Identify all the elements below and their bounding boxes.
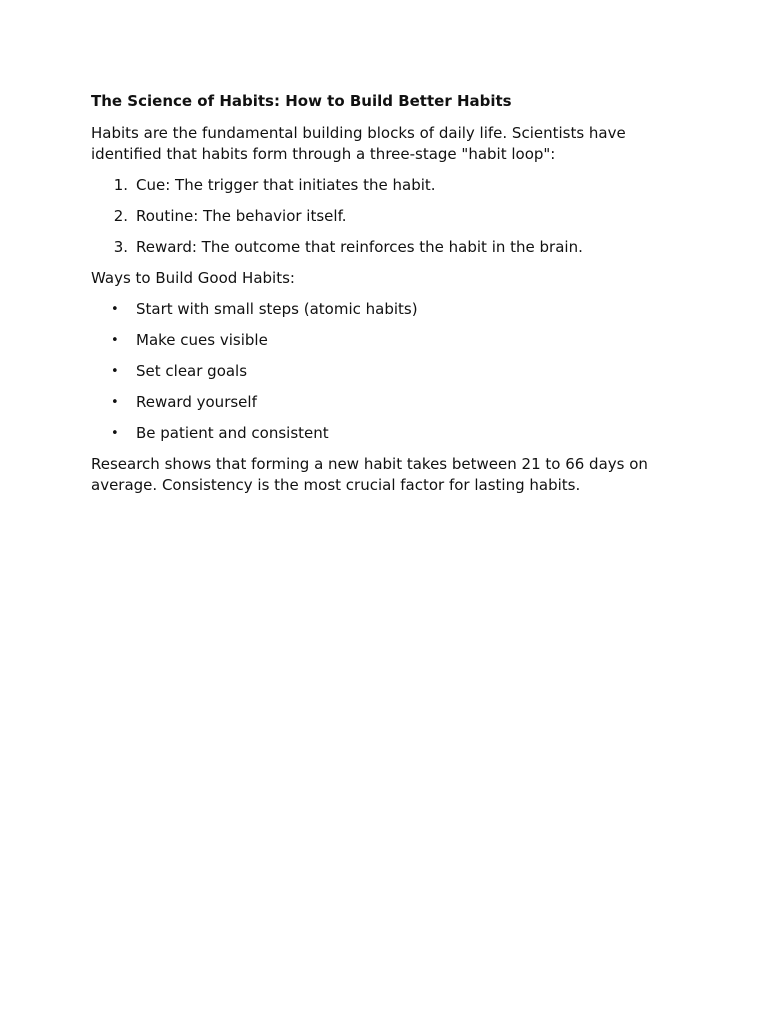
list-item [91,175,681,196]
list-item-text: Set clear goals [136,362,248,380]
document-title: The Science of Habits: How to Build Better Habits [91,92,512,110]
list-number: 3. [113,238,128,256]
conclusion-paragraph: Research shows that forming a new habit takes between 21 to 66 days on average. Consistency is the most crucial factor for lasting habits. [91,455,648,494]
list-item [91,237,681,258]
list-item [91,392,681,413]
ways-heading: Ways to Build Good Habits: [91,269,295,287]
list-item-text: Routine: The behavior itself. [136,207,347,225]
bullet-icon: • [111,364,119,379]
list-item-text: Cue: The trigger that initiates the habit. [136,176,436,194]
list-item [91,330,681,351]
list-item-text: Make cues visible [136,331,268,349]
bullet-icon: • [111,302,119,317]
bullet-icon: • [111,426,119,441]
list-item [91,361,681,382]
list-number: 1. [113,176,128,194]
document-page [91,91,681,506]
list-item-text: Reward yourself [136,393,257,411]
list-item [91,206,681,227]
bullet-icon: • [111,395,119,410]
list-item-text: Reward: The outcome that reinforces the habit in the brain. [136,238,583,256]
list-item [91,423,681,444]
intro-paragraph: Habits are the fundamental building blocks of daily life. Scientists have identified that habits form through a three-stage "habit loop": [91,124,626,163]
list-number: 2. [113,207,128,225]
list-item-text: Be patient and consistent [136,424,329,442]
ways-list [91,299,681,444]
habit-loop-list [91,175,681,258]
bullet-icon: • [111,333,119,348]
list-item [91,299,681,320]
list-item-text: Start with small steps (atomic habits) [136,300,418,318]
